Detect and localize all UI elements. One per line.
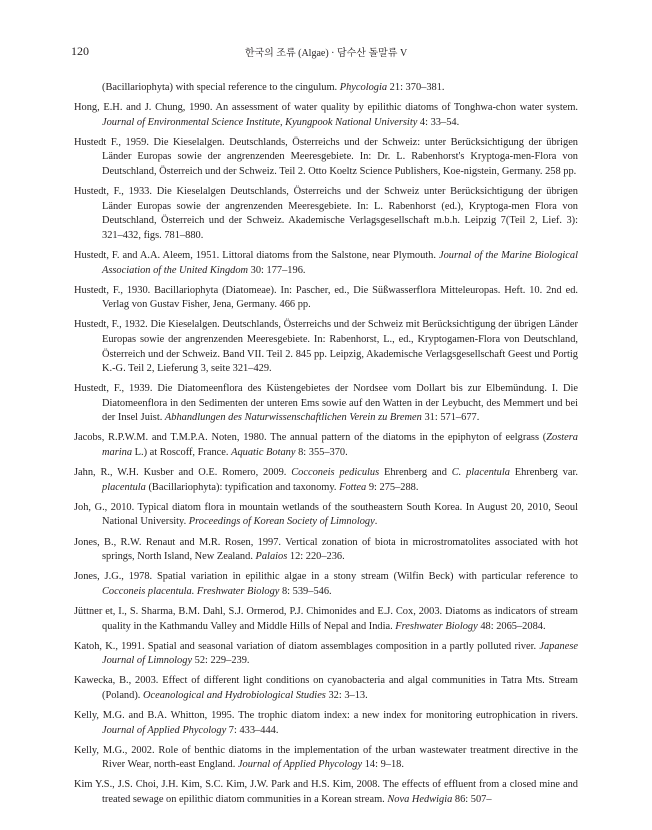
reference-text: 32: 3–13. (325, 689, 368, 701)
reference-italic-text: placentula (102, 481, 146, 493)
reference-text: (Bacillariophyta): typification and taxonomy. (145, 481, 340, 493)
reference-italic-text: Journal of Applied Phycology (237, 759, 363, 771)
reference-text: Hustedt, F. and A.A. Aleem, 1951. Littoral diatoms from the Salstone, near Plymouth. (74, 249, 439, 261)
reference-text: 9: 275–288. (366, 481, 419, 493)
reference-text: Hustedt, F., 1930. Bacillariophyta (Diatomeae). In: Pascher, ed., Die Süßwasserflora Mitteleuropas. Heft. 10. 2nd ed. Verlag von Gustav Fisher, Jena, Germany. 466 pp. (74, 284, 578, 311)
reference-italic-text: Zostera marina (102, 432, 578, 459)
reference-entry (74, 382, 578, 426)
reference-italic-text: Aquatic Botany (231, 447, 296, 459)
page-header (71, 44, 581, 60)
reference-italic-text: Cocconeis placentula. Freshwater Biology (102, 585, 280, 597)
reference-entry (74, 284, 578, 313)
reference-text: Jones, B., R.W. Renaut and M.R. Rosen, 1997. Vertical zonation of biota in microstromatolites associated with hot springs, North Island, New Zealand. (74, 536, 578, 563)
reference-text: Ehrenberg var. (509, 467, 578, 479)
reference-entry (74, 185, 578, 243)
reference-italic-text: Proceedings of Korean Society of Limnology (188, 516, 375, 528)
reference-text: Jahn, R., W.H. Kusber and O.E. Romero, 2009. (74, 467, 292, 479)
reference-text: Jacobs, R.P.W.M. and T.M.P.A. Noten, 1980. The annual pattern of the diatoms in the epiphyton of eelgrass ( (74, 432, 547, 444)
reference-italic-text: Freshwater Biology (395, 620, 478, 632)
reference-entry (74, 640, 578, 669)
reference-italic-text: Phycologia (339, 82, 388, 93)
reference-text: 14: 9–18. (362, 759, 404, 771)
reference-entry (74, 249, 578, 278)
reference-italic-text: Oceanological and Hydrobiological Studies (142, 689, 326, 701)
reference-text: 31: 571–677. (421, 412, 480, 424)
reference-entry (74, 466, 578, 495)
reference-text: . (374, 516, 378, 528)
reference-italic-text: Cocconeis pediculus (291, 467, 380, 479)
reference-entry (74, 81, 578, 96)
reference-entry (74, 570, 578, 599)
reference-text: 4: 33–54. (417, 116, 460, 128)
reference-italic-text: Journal of Environmental Science Institute, Kyungpook National University (102, 116, 418, 128)
reference-text: Jüttner et, I., S. Sharma, B.M. Dahl, S.J. Ormerod, P.J. Chimonides and E.J. Cox, 2003. Diatoms as indicators of stream quality in the Kathmandu Valley and Middle Hills of Nepal and India. (74, 605, 578, 632)
reference-text: Jones, J.G., 1978. Spatial variation in epilithic algae in a stony stream (Wilfin Beck) with particular reference to (74, 571, 578, 583)
reference-italic-text: Journal of Applied Phycology (102, 724, 227, 736)
reference-italic-text: Japanese Journal of Limnology (102, 640, 578, 667)
reference-entry (74, 501, 578, 530)
reference-text: Joh, G., 2010. Typical diatom flora in mountain wetlands of the southeastern South Korea. In August 20, 2010, Seoul National University. (74, 501, 578, 528)
reference-entry (74, 674, 578, 703)
reference-entry (74, 101, 578, 130)
reference-entry (74, 744, 578, 773)
reference-entry (74, 778, 578, 807)
reference-text: 21: 370–381. (387, 82, 445, 93)
reference-entry (74, 605, 578, 634)
reference-text: 30: 177–196. (248, 264, 306, 276)
reference-italic-text: Abhandlungen des Naturwissenschaftlichen Verein zu Bremen (164, 412, 422, 424)
reference-entry (74, 709, 578, 738)
reference-text: Ehrenberg and (379, 467, 452, 479)
reference-text: 86: 507– (452, 793, 492, 805)
reference-list (74, 81, 578, 813)
reference-text: Hustedt, F., 1932. Die Kieselalgen. Deutschlands, Österreichs und der Schweiz mit Berücksichtigung der übrigen Länder Europas sowie der angrenzenden Meeresgebiete. In: Rabenhorst, L., ed., Kryptogamen-Flora von Deutschland, Österreich und der Schweiz. Band VII. Teil 2. 845 pp. Leipzig, Akademische Verlagsgesellschaft Geest und Portig K.-G. Teil 2, Lieferung 3, seite 321–429. (74, 319, 578, 375)
reference-text: Hustedt, F., 1939. Die Diatomeenflora des Küstengebietes der Nordsee vom Dollart bis zur Elbemündung. I. Die Diatomeenflora in den Sedimenten der unteren Ems sowie auf den Watten in der Leybucht, des Memmert und bei der Insel Juist. (74, 383, 578, 424)
reference-text: Kawecka, B., 2003. Effect of different light conditions on cyanobacteria and algal communities in Tatra Mts. Stream (Poland). (74, 675, 578, 701)
reference-entry (74, 431, 578, 460)
reference-text: Hustedt, F., 1933. Die Kieselalgen Deutschlands, Österreichs und der Schweiz unter Berücksichtigung der übrigen Länder Europas sowie der angrenzenden Meeresgebiete. In: L. Rabenhorst (ed.), Kryptoga-men Flora von Deutschland, Österreich und der Schweiz. Akademische Verlagsgesellschaft m.b.h. Leipzig 7(Teil 2, Lief. 3): 321–432, figs. 781–880. (74, 186, 578, 241)
reference-text: 8: 539–546. (279, 585, 332, 597)
reference-text: Katoh, K., 1991. Spatial and seasonal variation of diatom assemblages composition in a partly polluted river. (74, 640, 540, 652)
reference-entry (74, 318, 578, 376)
running-title: 한국의 조류 (Algae) · 담수산 돌말류 V (244, 48, 408, 59)
reference-text: 12: 220–236. (287, 551, 345, 563)
reference-italic-text: Fottea (339, 481, 367, 493)
reference-italic-text: C. placentula (451, 467, 510, 479)
reference-text: Hong, E.H. and J. Chung, 1990. An assessment of water quality by epilithic diatoms of Tonghwa-chon water system. (74, 102, 578, 114)
page-number: 120 (71, 44, 89, 58)
reference-entry (74, 136, 578, 180)
reference-text: 48: 2065–2084. (477, 620, 546, 632)
reference-italic-text: Journal of the Marine Biological Association of the United Kingdom (102, 249, 578, 276)
reference-text: Kelly, M.G., 2002. Role of benthic diatoms in the implementation of the urban wastewater treatment directive in the River Wear, north-east England. (74, 744, 578, 771)
reference-text: 8: 355–370. (295, 447, 348, 459)
reference-italic-text: Nova Hedwigia (387, 793, 453, 805)
reference-text: L.) at Roscoff, France. (132, 447, 232, 459)
reference-text: 7: 433–444. (226, 724, 279, 736)
reference-entry (74, 536, 578, 565)
reference-text: 52: 229–239. (192, 655, 250, 667)
reference-text: Kelly, M.G. and B.A. Whitton, 1995. The trophic diatom index: a new index for monitoring eutrophication in rivers. (74, 709, 578, 721)
reference-text: Hustedt F., 1959. Die Kieselalgen. Deutschlands, Österreichs und der Schweiz: unter Berücksichtigung der übrigen Länder Europas sowie der angrenzenden Meeresgebiete. In: Dr. L. Rabenhorst's Kryptoga-men-Flora von Deutschland, Österreich und der Schweiz. Teil 2. Otto Koeltz Science Publishers, Koe-nigstein, Germany. 258 pp. (74, 136, 578, 177)
reference-text: Kim Y.S., J.S. Choi, J.H. Kim, S.C. Kim, J.W. Park and H.S. Kim, 2008. The effects of effluent from a closed mine and treated sewage on epilithic diatom communities in a Korean stream. (74, 779, 578, 805)
reference-text: (Bacillariophyta) with special reference to the cingulum. (102, 82, 340, 93)
reference-italic-text: Palaios (255, 551, 288, 563)
